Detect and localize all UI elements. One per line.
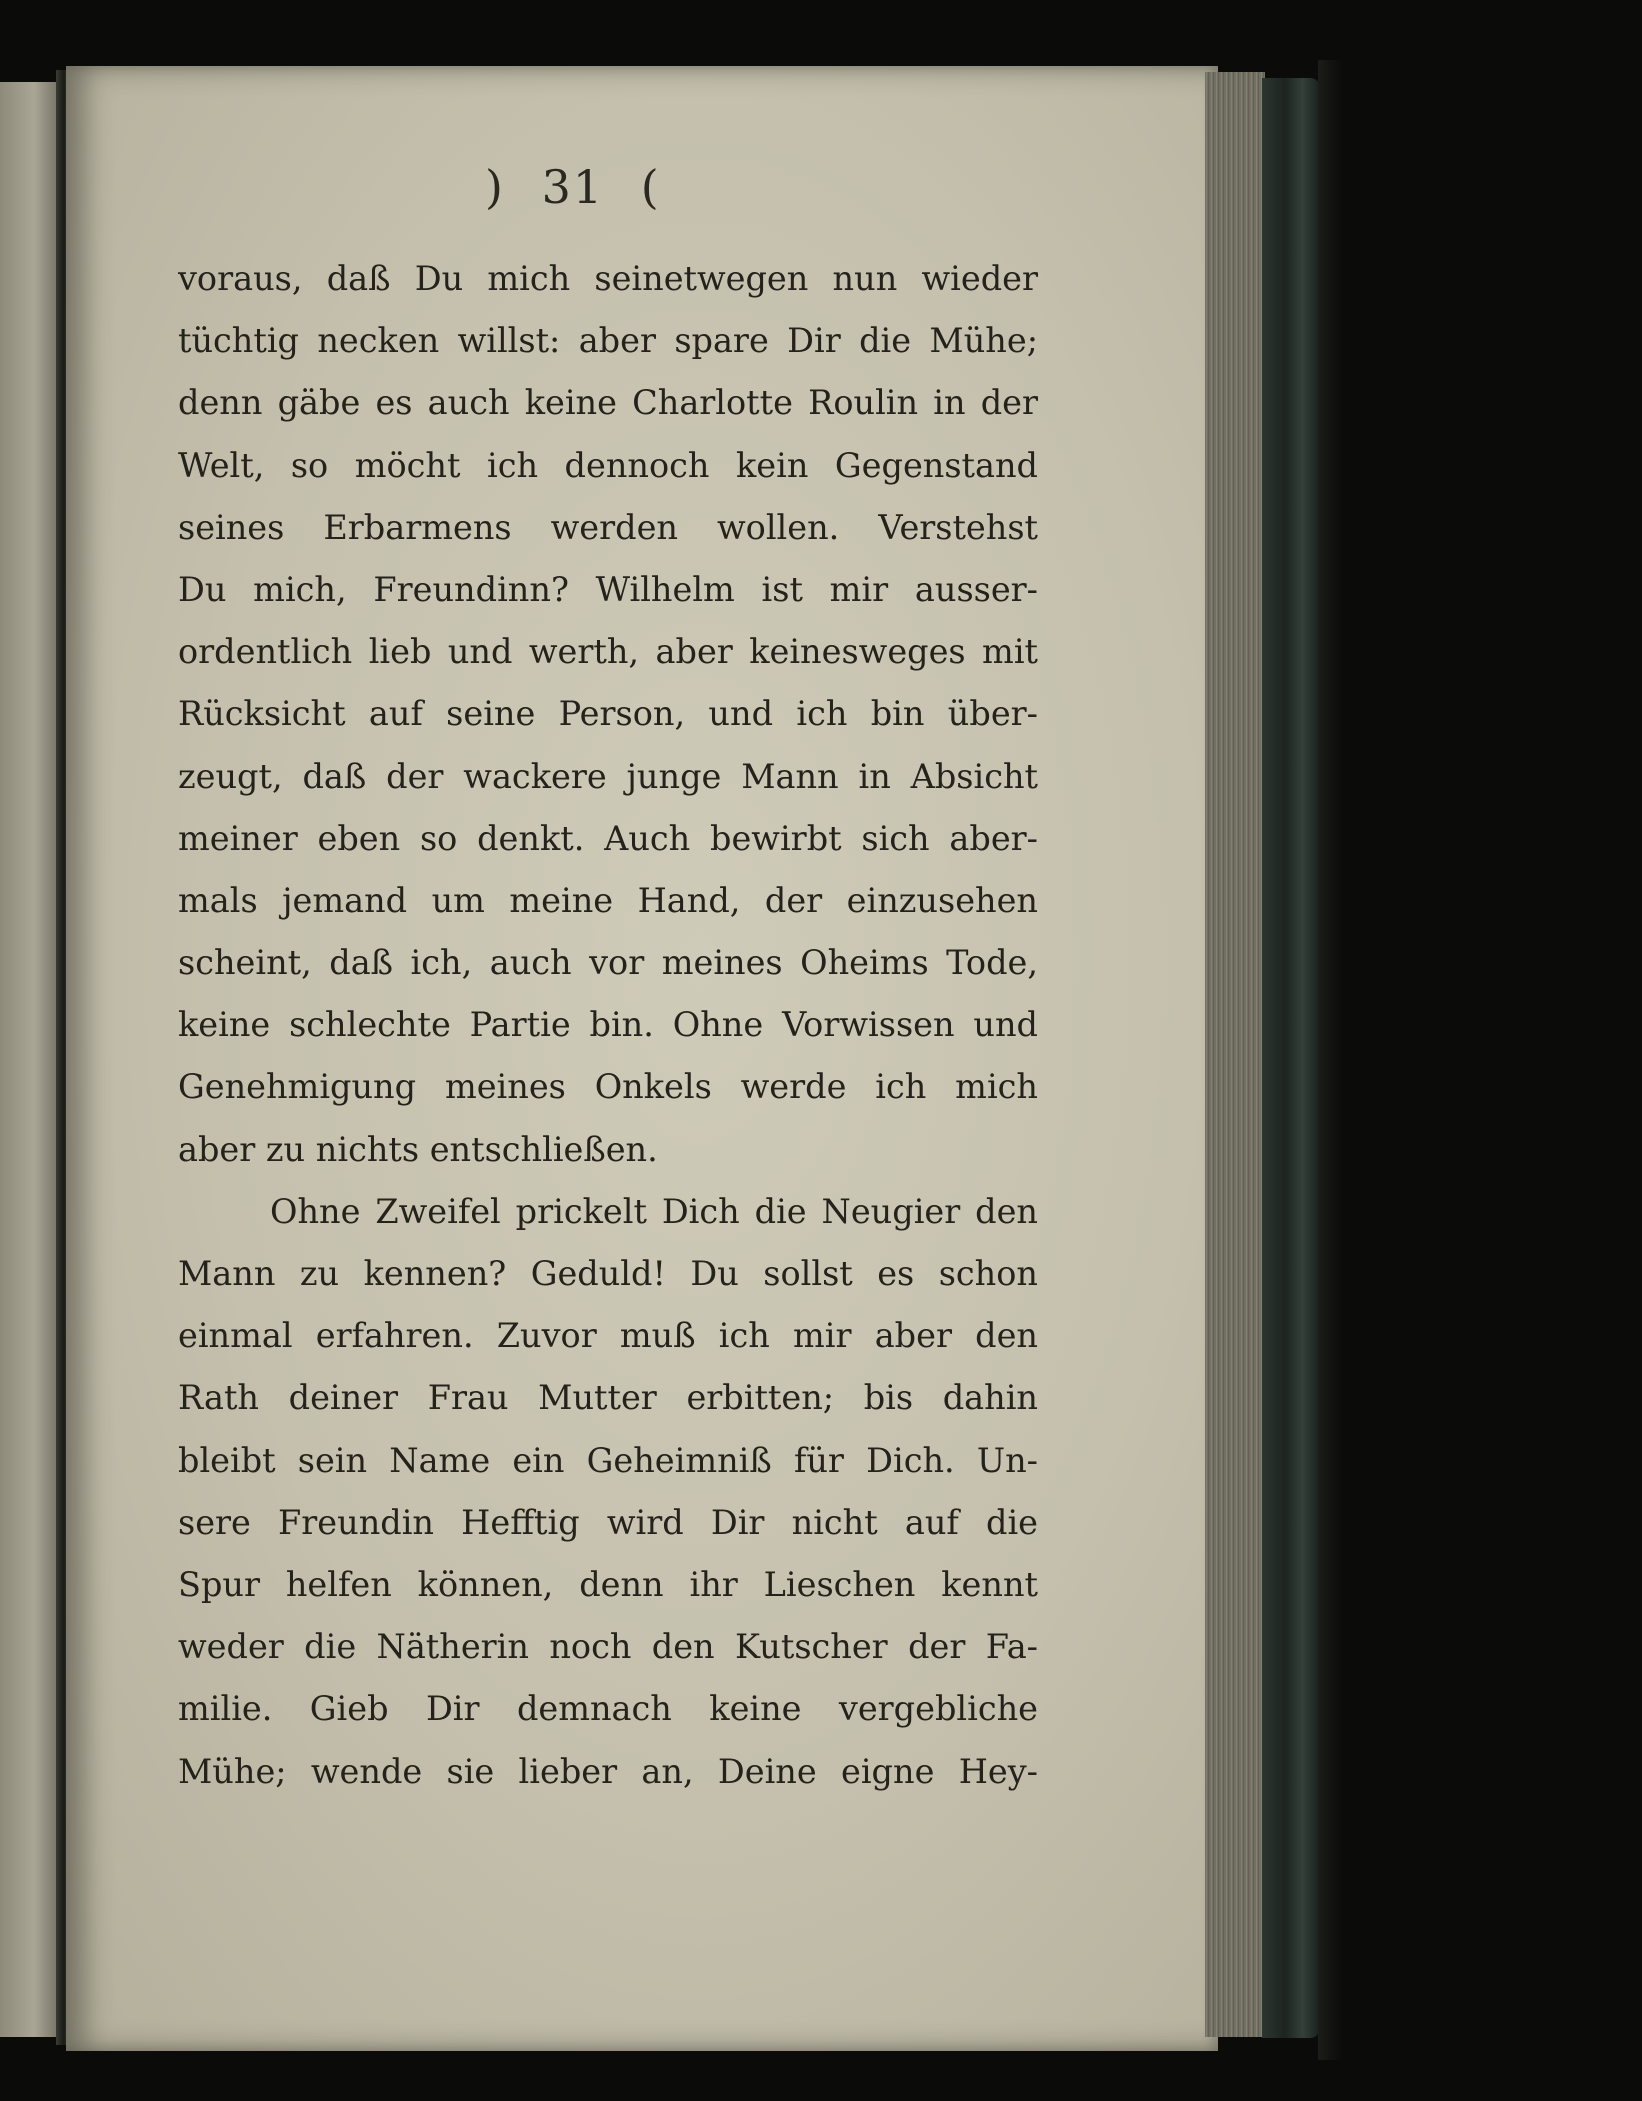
facing-page-edge xyxy=(0,82,62,2037)
text-line: milie. Gieb Dir demnach keine vergebliche xyxy=(178,1689,1038,1729)
text-line: bleibt sein Name ein Geheimniß für Dich. Un- xyxy=(178,1440,1038,1480)
text-line: sere Freundin Hefftig wird Dir nicht auf die xyxy=(178,1502,1038,1542)
text-line: scheint, daß ich, auch vor meines Oheims Tode, xyxy=(178,943,1038,983)
text-line: einmal erfahren. Zuvor muß ich mir aber den xyxy=(178,1316,1038,1356)
text-line: weder die Nätherin noch den Kutscher der Fa- xyxy=(178,1627,1038,1667)
text-line: meiner eben so denkt. Auch bewirbt sich aber- xyxy=(178,818,1038,858)
header-right-bracket: ( xyxy=(640,160,661,214)
text-line: Spur helfen können, denn ihr Lieschen kennt xyxy=(178,1564,1038,1604)
text-line: mals jemand um meine Hand, der einzusehen xyxy=(178,880,1038,920)
page-block-edges xyxy=(1205,72,1265,2037)
text-line: ordentlich lieb und werth, aber keinesweges mit xyxy=(178,632,1038,672)
text-line: Ohne Zweifel prickelt Dich die Neugier den xyxy=(270,1191,1038,1231)
text-line: voraus, daß Du mich seinetwegen nun wieder xyxy=(178,259,1038,298)
text-line: seines Erbarmens werden wollen. Verstehst xyxy=(178,507,1038,547)
book-cover-edge xyxy=(1262,78,1320,2038)
text-line: Welt, so möcht ich dennoch kein Gegenstand xyxy=(178,445,1038,485)
body-text xyxy=(178,248,1038,1803)
text-line: zeugt, daß der wackere junge Mann in Absicht xyxy=(178,756,1038,796)
page-number: 31 xyxy=(541,160,605,214)
background-shadow xyxy=(1318,60,1342,2060)
header-left-bracket: ) xyxy=(485,160,505,214)
text-line: Mühe; wende sie lieber an, Deine eigne Hey- xyxy=(178,1751,1038,1791)
text-line: Du mich, Freundinn? Wilhelm ist mir ausser- xyxy=(178,569,1038,609)
text-line: keine schlechte Partie bin. Ohne Vorwissen und xyxy=(178,1005,1038,1045)
text-line: aber zu nichts entschließen. xyxy=(178,1129,658,1169)
page-header xyxy=(475,160,671,214)
text-line: denn gäbe es auch keine Charlotte Roulin in der xyxy=(178,383,1038,423)
text-line: Rath deiner Frau Mutter erbitten; bis dahin xyxy=(178,1378,1038,1418)
text-line: Mann zu kennen? Geduld! Du sollst es schon xyxy=(178,1254,1038,1293)
text-line: Genehmigung meines Onkels werde ich mich xyxy=(178,1067,1038,1107)
text-line: Rücksicht auf seine Person, und ich bin über- xyxy=(178,694,1038,734)
text-line: tüchtig necken willst: aber spare Dir die Mühe; xyxy=(178,321,1038,361)
